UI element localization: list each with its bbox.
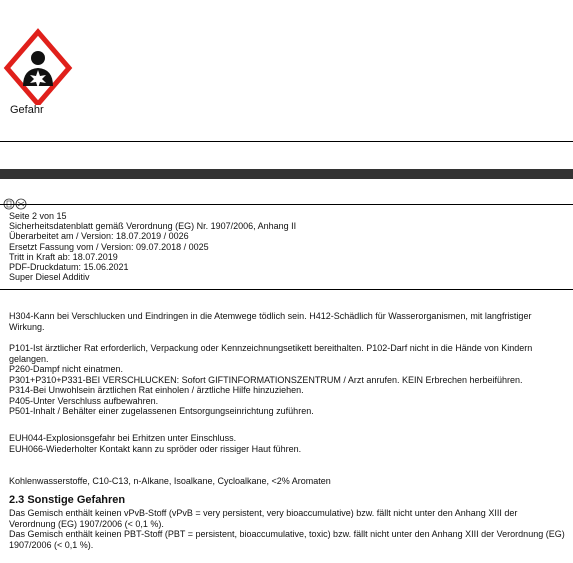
section-title: 2.3 Sonstige Gefahren — [9, 494, 126, 506]
p-statement: P314-Bei Unwohlsein ärztlichen Rat einholen / ärztliche Hilfe hinzuziehen. — [9, 385, 304, 395]
print-date: PDF-Druckdatum: 15.06.2021 — [9, 262, 129, 273]
section-paragraph: Das Gemisch enthält keinen vPvB-Stoff (vPvB = very persistent, very bioaccumulative) bzw. fällt nicht unter den Anhang XIII der Verordnung (EG) 1907/2006 (< 0,1 %). — [9, 508, 518, 529]
hazard-components: Kohlenwasserstoffe, C10-C13, n-Alkane, Isoalkane, Cycloalkane, <2% Aromaten — [9, 476, 331, 486]
divider — [0, 204, 573, 205]
p-statement: P501-Inhalt / Behälter einer zugelassenen Entsorgungseinrichtung zuführen. — [9, 406, 314, 416]
p-statement: P260-Dampf nicht einatmen. — [9, 364, 124, 374]
p-statement: P405-Unter Verschluss aufbewahren. — [9, 395, 159, 406]
header-bar — [0, 169, 573, 179]
hazard-statements: H304-Kann bei Verschlucken und Eindringen in die Atemwege tödlich sein. H412-Schädlich für Wasserorganismen, mit langfristiger Wirkung. — [9, 311, 532, 332]
product-name: Super Diesel Additiv — [9, 272, 90, 283]
health-hazard-icon — [3, 20, 73, 105]
page-number: Seite 2 von 15 — [9, 211, 67, 221]
p-statement: P101-Ist ärztlicher Rat erforderlich, Verpackung oder Kennzeichnungsetikett bereithalten. P102-Darf nicht in die Hände von Kindern gelangen. — [9, 343, 533, 364]
p-statement: P301+P310+P331-BEI VERSCHLUCKEN: Sofort GIFTINFORMATIONSZENTRUM / Arzt anrufen. KEIN Erbrechen herbeiführen. — [9, 374, 523, 385]
effective-date: Tritt in Kraft ab: 18.07.2019 — [9, 251, 118, 262]
divider — [0, 141, 573, 142]
signal-word: Gefahr — [10, 104, 44, 116]
document-type: Sicherheitsdatenblatt gemäß Verordnung (EG) Nr. 1907/2006, Anhang II — [9, 221, 297, 232]
section-paragraph: Das Gemisch enthält keinen PBT-Stoff (PBT = persistent, bioaccumulative, toxic) bzw. fällt nicht unter den Anhang XIII der Verordnung (EG) 1907/2006 (< 0,1 %). — [9, 529, 565, 550]
document-header — [9, 211, 296, 282]
replaced-version: Ersetzt Fassung vom / Version: 09.07.2018 / 0025 — [9, 241, 209, 252]
euh-statements — [9, 433, 565, 454]
revision-info: Überarbeitet am / Version: 18.07.2019 / 0026 — [9, 231, 189, 242]
precautionary-statements — [9, 343, 565, 417]
euh-statement: EUH066-Wiederholter Kontakt kann zu spröder oder rissiger Haut führen. — [9, 443, 302, 454]
euh-statement: EUH044-Explosionsgefahr bei Erhitzen unter Einschluss. — [9, 433, 237, 443]
section-body — [9, 508, 565, 550]
divider — [0, 289, 573, 290]
